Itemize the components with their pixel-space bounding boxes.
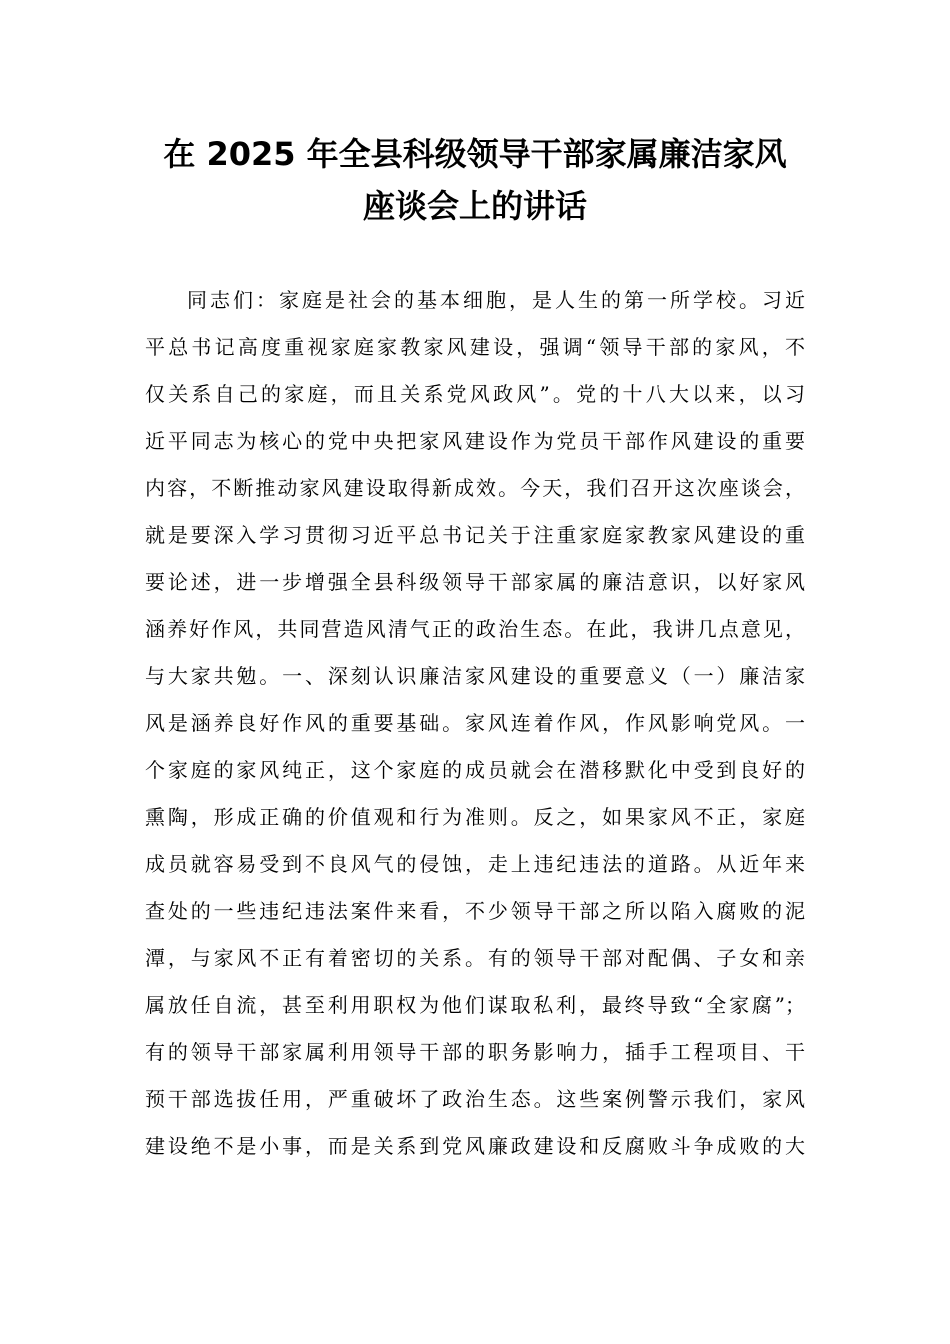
body-line: 有的领导干部家属利用领导干部的职务影响力，插手工程项目、干 — [145, 1040, 805, 1064]
body-line: 平总书记高度重视家庭家教家风建设，强调“领导干部的家风，不 — [145, 335, 805, 359]
title-line: 座谈会上的讲话 — [362, 187, 587, 225]
body-line: 个家庭的家风纯正，这个家庭的成员就会在潜移默化中受到良好的 — [145, 758, 805, 782]
body-line: 预干部选拔任用，严重破坏了政治生态。这些案例警示我们，家风 — [145, 1087, 805, 1111]
document-title — [145, 128, 805, 232]
body-line: 要论述，进一步增强全县科级领导干部家属的廉洁意识，以好家风 — [145, 570, 805, 594]
body-line: 涵养好作风，共同营造风清气正的政治生态。在此，我讲几点意见， — [145, 617, 805, 641]
body-line: 风是涵养良好作风的重要基础。家风连着作风，作风影响党风。一 — [145, 711, 805, 735]
body-line: 熏陶，形成正确的价值观和行为准则。反之，如果家风不正，家庭 — [145, 805, 805, 829]
body-line: 成员就容易受到不良风气的侵蚀，走上违纪违法的道路。从近年来 — [145, 852, 805, 876]
body-line: 就是要深入学习贯彻习近平总书记关于注重家庭家教家风建设的重 — [145, 523, 805, 547]
body-line: 仅关系自己的家庭，而且关系党风政风”。党的十八大以来，以习 — [145, 382, 805, 406]
speech-body — [145, 277, 805, 1170]
body-line: 潭，与家风不正有着密切的关系。有的领导干部对配偶、子女和亲 — [145, 946, 805, 970]
body-line: 同志们：家庭是社会的基本细胞，是人生的第一所学校。习近 — [187, 288, 805, 312]
body-line: 内容，不断推动家风建设取得新成效。今天，我们召开这次座谈会， — [145, 476, 805, 500]
body-line: 查处的一些违纪违法案件来看，不少领导干部之所以陷入腐败的泥 — [145, 899, 805, 923]
body-line: 近平同志为核心的党中央把家风建设作为党员干部作风建设的重要 — [145, 429, 805, 453]
body-line: 属放任自流，甚至利用职权为他们谋取私利，最终导致“全家腐”； — [145, 993, 805, 1017]
body-line: 建设绝不是小事，而是关系到党风廉政建设和反腐败斗争成败的大 — [145, 1134, 805, 1158]
body-line: 与大家共勉。一、深刻认识廉洁家风建设的重要意义（一）廉洁家 — [145, 664, 805, 688]
title-line: 在 2025 年全县科级领导干部家属廉洁家风 — [163, 135, 787, 173]
